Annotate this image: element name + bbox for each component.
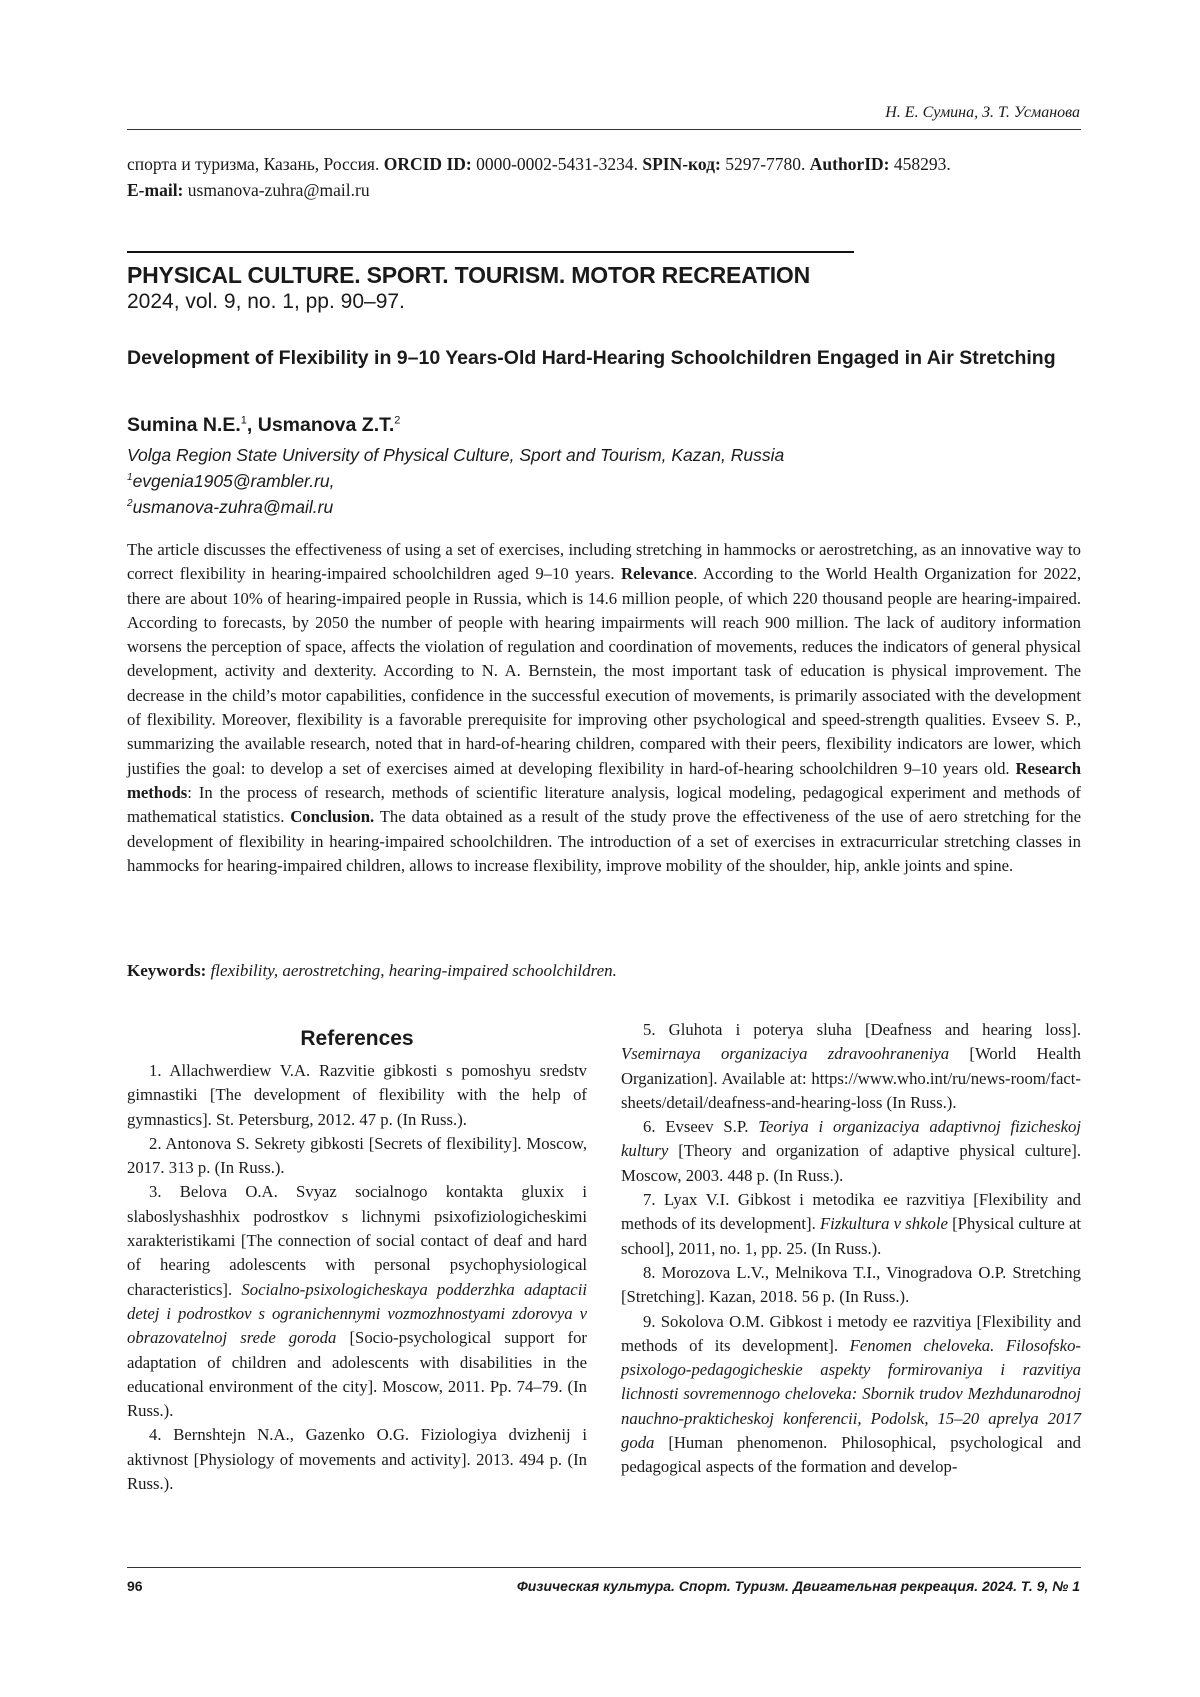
- email-label: E-mail:: [127, 180, 184, 200]
- footer-divider: [127, 1567, 1081, 1568]
- methods-label: Research methods: [127, 758, 1081, 802]
- abstract-text: . According to the World Health Organization for 2022, there are about 10% of hearing-impaired people in Russia, which is 14.6 million people, of which 220 thousand people are hearing-impaired. According to forecasts, by 2050 the number of people with hearing impairments will reach 900 million. The lack of auditory information worsens the perception of space, affects the violation of regulation and coordination of movements, reduces the indicators of general physical development, activity and dexterity. According to N. A. Bernstein, the most important task of education is physical improvement. The decrease in the child’s motor capabilities, confidence in the successful execution of movements, is primarily associated with the development of flexibility. Moreover, flexibility is a favorable prerequisite for improving other psychological and speed-strength qualities. Evseev S. P., summarizing the available research, noted that in hard-of-hearing children, compared with their peers, flexibility indicators are lower, which justifies the goal: to develop a set of exercises aimed at developing flexibility in hard-of-hearing schoolchildren 9–10 years old.: [127, 564, 1081, 778]
- references-column-right: [621, 1018, 1081, 1480]
- references-heading: References: [300, 1027, 414, 1050]
- abstract-text: The article discusses the effectiveness of using a set of exercises, including stretching in hammocks or aerostretching, as an innovative way to correct flexibility in hearing-impaired schoolchildren aged 9–10 years.: [127, 540, 1081, 584]
- reference-text: [Socio-psychological support for adaptation of children and adolescents with disabilities in the educational environment of the city]. Moscow, 2011. Pp. 74–79. (In Russ.).: [127, 1328, 587, 1421]
- article-title: Development of Flexibility in 9–10 Years-Old Hard-Hearing Schoolchildren Engaged in Air Stretching: [127, 347, 1056, 369]
- author-list: [127, 414, 400, 437]
- author-separator: ,: [246, 414, 258, 436]
- author-name: Sumina N.E.: [127, 414, 241, 436]
- header-divider: [127, 129, 1081, 130]
- reference-item: [621, 1310, 1081, 1480]
- reference-item: [621, 1115, 1081, 1188]
- page-number: 96: [127, 1578, 143, 1594]
- authorid-label: AuthorID:: [809, 154, 890, 174]
- reference-text: 3. Belova O.A. Svyaz socialnogo kontakta gluxix i slaboslyshashhix podrostkov s lichnymi psixofiziologicheskimi xarakteristikami [The connection of social contact of deaf and hard of hearing adolescents with personal psychophysiological characteristics].: [127, 1182, 587, 1299]
- orcid-value: 0000-0002-5431-3234.: [471, 154, 643, 174]
- reference-source: Fizkultura v shkole: [819, 1214, 948, 1234]
- email-address: usmanova-zuhra@mail.ru: [132, 497, 334, 517]
- email-mark: 1: [127, 472, 133, 484]
- reference-item: 1. Allachwerdiew V.A. Razvitie gibkosti s pomoshyu sredstv gimnastiki [The development of flexibility with the help of gymnastics]. St. Petersburg, 2012. 47 p. (In Russ.).: [127, 1061, 587, 1129]
- keywords-label: Keywords:: [127, 961, 207, 980]
- abstract-text: : In the process of research, methods of scientific literature analysis, logical modeling, pedagogical experiment and methods of mathematical statistics.: [127, 782, 1081, 827]
- affiliation-text: спорта и туризма, Казань, Россия.: [127, 154, 384, 174]
- reference-item: [621, 1188, 1081, 1261]
- author-affiliation-mark: 1: [240, 414, 247, 427]
- author-email: [127, 471, 335, 492]
- journal-issue: 2024, vol. 9, no. 1, pp. 90–97.: [127, 290, 405, 313]
- email-mark: 2: [127, 498, 133, 510]
- author-email: [127, 497, 333, 518]
- references-column-left: [127, 1059, 587, 1496]
- reference-item: [621, 1018, 1081, 1115]
- reference-text: 5. Gluhota i poterya sluha [Deafness and hearing loss].: [643, 1020, 1081, 1039]
- authorid-value: 458293.: [889, 154, 951, 174]
- orcid-label: ORCID ID:: [383, 154, 472, 174]
- author-affiliation: [127, 151, 1081, 203]
- footer-journal-title: Физическая культура. Спорт. Туризм. Двигательная рекреация. 2024. Т. 9, № 1: [516, 1578, 1080, 1594]
- reference-source: Vsemirnaya organizaciya zdravoohraneniya: [621, 1044, 950, 1064]
- author-affiliation-mark: 2: [394, 414, 401, 427]
- conclusion-label: Conclusion.: [290, 807, 375, 827]
- title-divider: [127, 251, 854, 253]
- author-name: Usmanova Z.T.: [257, 414, 395, 436]
- institution: Volga Region State University of Physical Culture, Sport and Tourism, Kazan, Russia: [127, 445, 785, 465]
- reference-item: [127, 1180, 587, 1423]
- running-head: Н. Е. Сумина, З. Т. Усманова: [885, 104, 1080, 121]
- reference-text: 7. Lyax V.I. Gibkost i metodika ee razvitiya [Flexibility and methods of its development].: [621, 1190, 1081, 1234]
- reference-text: [Physical culture at school], 2011, no. 1, pp. 25. (In Russ.).: [621, 1214, 1081, 1258]
- reference-item: 2. Antonova S. Sekrety gibkosti [Secrets of flexibility]. Moscow, 2017. 313 p. (In Russ.).: [127, 1133, 587, 1178]
- reference-item: 8. Morozova L.V., Melnikova T.I., Vinogradova O.P. Stretching [Stretching]. Kazan, 2018. 56 p. (In Russ.).: [621, 1262, 1081, 1307]
- journal-name: PHYSICAL CULTURE. SPORT. TOURISM. MOTOR RECREATION: [127, 262, 811, 288]
- keywords-value: flexibility, aerostretching, hearing-impaired schoolchildren.: [206, 961, 617, 980]
- email-address: evgenia1905@rambler.ru,: [132, 471, 335, 491]
- reference-source: Teoriya i organizaciya adaptivnoj fizicheskoj kultury: [621, 1117, 1081, 1161]
- spin-label: SPIN-код:: [642, 154, 721, 174]
- reference-text: [Human phenomenon. Philosophical, psychological and pedagogical aspects of the formation and develop-: [621, 1433, 1081, 1477]
- abstract: [127, 538, 1081, 878]
- reference-text: [World Health Organization]. Available at: https://www.who.int/ru/news-room/fact-sheets/detail/deafness-and-hearing-loss (In Russ.).: [621, 1044, 1081, 1112]
- reference-source: Fenomen cheloveka. Filosofsko-psixologo-pedagogicheskie aspekty formirovaniya i razvitiya lichnosti sovremennogo cheloveka: Sbornik trudov Mezhdunarodnoj nauchno-prakticheskoj konferencii, Podolsk, 15–20 aprelya 2017 goda: [621, 1335, 1081, 1453]
- keywords: [127, 961, 617, 981]
- email-value: usmanova-zuhra@mail.ru: [183, 180, 370, 200]
- reference-source: Socialno-psixologicheskaya podderzhka adaptacii detej i podrostkov s ogranichennymi vozmozhnostyami zdorovya v obrazovatelnoj srede goroda: [127, 1279, 587, 1348]
- reference-text: 6. Evseev S.P.: [643, 1117, 759, 1137]
- spin-value: 5297-7780.: [720, 154, 810, 174]
- reference-item: 4. Bernshtejn N.A., Gazenko O.G. Fiziologiya dvizhenij i aktivnost [Physiology of movements and activity]. 2013. 494 p. (In Russ.).: [127, 1425, 587, 1494]
- abstract-text: The data obtained as a result of the study prove the effectiveness of the use of aero stretching for the development of flexibility in hearing-impaired schoolchildren. The introduction of a set of exercises in extracurricular stretching classes in hammocks for hearing-impaired children, allows to increase flexibility, improve mobility of the shoulder, hip, ankle joints and spine.: [127, 807, 1081, 875]
- reference-text: [Theory and organization of adaptive physical culture]. Moscow, 2003. 448 p. (In Russ.).: [621, 1141, 1081, 1185]
- relevance-label: Relevance: [620, 564, 694, 584]
- reference-text: 9. Sokolova O.M. Gibkost i metody ee razvitiya [Flexibility and methods of its development].: [621, 1311, 1081, 1355]
